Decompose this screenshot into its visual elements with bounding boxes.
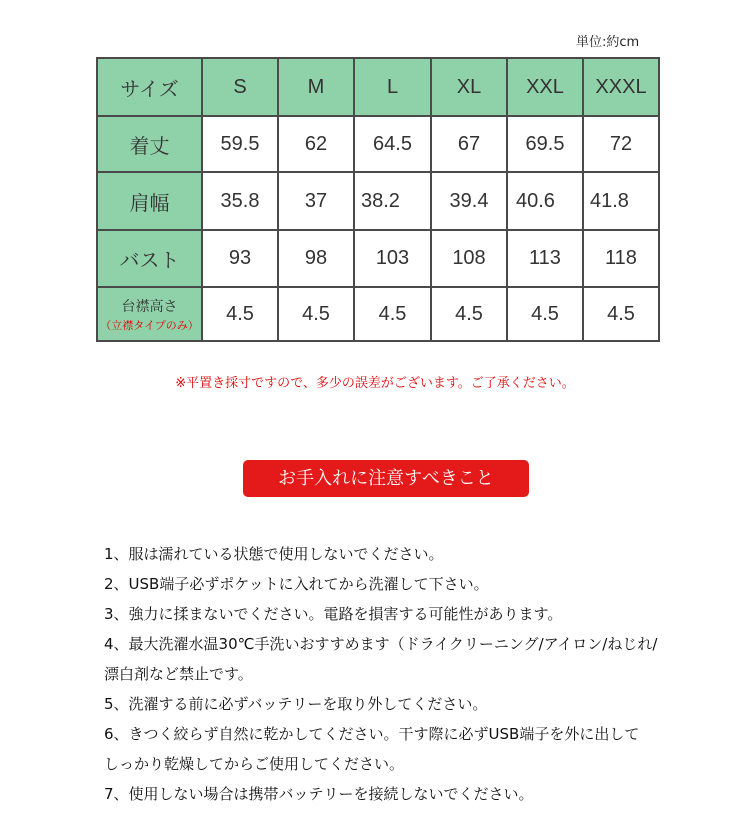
care-instructions-list: [104, 539, 724, 809]
table-cell: 4.5: [278, 287, 354, 341]
table-cell: 67: [431, 116, 507, 172]
table-cell: 72: [583, 116, 659, 172]
care-title-badge: お手入れに注意すべきこと: [243, 460, 529, 497]
table-cell: 37: [278, 172, 354, 230]
table-cell: 59.5: [202, 116, 278, 172]
table-cell: 103: [354, 230, 431, 287]
list-item: 2、USB端子必ずポケットに入れてから洗濯して下さい。: [104, 575, 489, 593]
table-cell: 38.2: [354, 172, 431, 230]
table-cell: 108: [431, 230, 507, 287]
table-header-row: [97, 58, 659, 116]
table-cell: 93: [202, 230, 278, 287]
table-cell: 35.8: [202, 172, 278, 230]
measurement-note: ※平置き採寸ですので、多少の誤差がございます。ご了承ください。: [175, 376, 575, 391]
table-cell: 113: [507, 230, 583, 287]
list-item: 1、服は濡れている状態で使用しないでください。: [104, 545, 444, 563]
header-xxxl: XXXL: [583, 58, 659, 116]
header-size: サイズ: [97, 58, 202, 116]
row-label-bust: バスト: [97, 230, 202, 287]
table-cell: 4.5: [202, 287, 278, 341]
list-item: 3、強力に揉まないでください。電路を損害する可能性があります。: [104, 605, 563, 623]
table-cell: 64.5: [354, 116, 431, 172]
list-item: 4、最大洗濯水温30℃手洗いおすすめます（ドライクリーニング/アイロン/ねじれ/: [104, 635, 658, 653]
unit-label: 単位:約cm: [576, 35, 640, 50]
table-row: [97, 230, 659, 287]
header-l: L: [354, 58, 431, 116]
row-label-length: 着丈: [97, 116, 202, 172]
row-label-shoulder: 肩幅: [97, 172, 202, 230]
table-cell: 4.5: [507, 287, 583, 341]
size-table: [96, 57, 660, 342]
table-cell: 4.5: [354, 287, 431, 341]
row-label-collar: [97, 287, 202, 341]
list-item: 7、使用しない場合は携帯バッテリーを接続しないでください。: [104, 785, 534, 803]
table-cell: 41.8: [583, 172, 659, 230]
header-m: M: [278, 58, 354, 116]
header-xl: XL: [431, 58, 507, 116]
table-cell: 4.5: [431, 287, 507, 341]
list-item: 5、洗濯する前に必ずバッテリーを取り外してください。: [104, 695, 488, 713]
table-row: [97, 172, 659, 230]
table-row: [97, 116, 659, 172]
collar-sublabel: （立襟タイプのみ）: [100, 319, 199, 332]
table-cell: 98: [278, 230, 354, 287]
header-s: S: [202, 58, 278, 116]
list-item: しっかり乾燥してからご使用してください。: [104, 755, 405, 773]
header-xxl: XXL: [507, 58, 583, 116]
table-row: [97, 287, 659, 341]
table-cell: 39.4: [431, 172, 507, 230]
table-cell: 69.5: [507, 116, 583, 172]
collar-label: 台襟高さ: [121, 297, 178, 314]
table-cell: 4.5: [583, 287, 659, 341]
list-item: 6、きつく絞らず自然に乾かしてください。干す際に必ずUSB端子を外に出して: [104, 725, 640, 743]
table-cell: 40.6: [507, 172, 583, 230]
table-cell: 118: [583, 230, 659, 287]
table-cell: 62: [278, 116, 354, 172]
list-item: 漂白剤など禁止です。: [104, 665, 253, 683]
